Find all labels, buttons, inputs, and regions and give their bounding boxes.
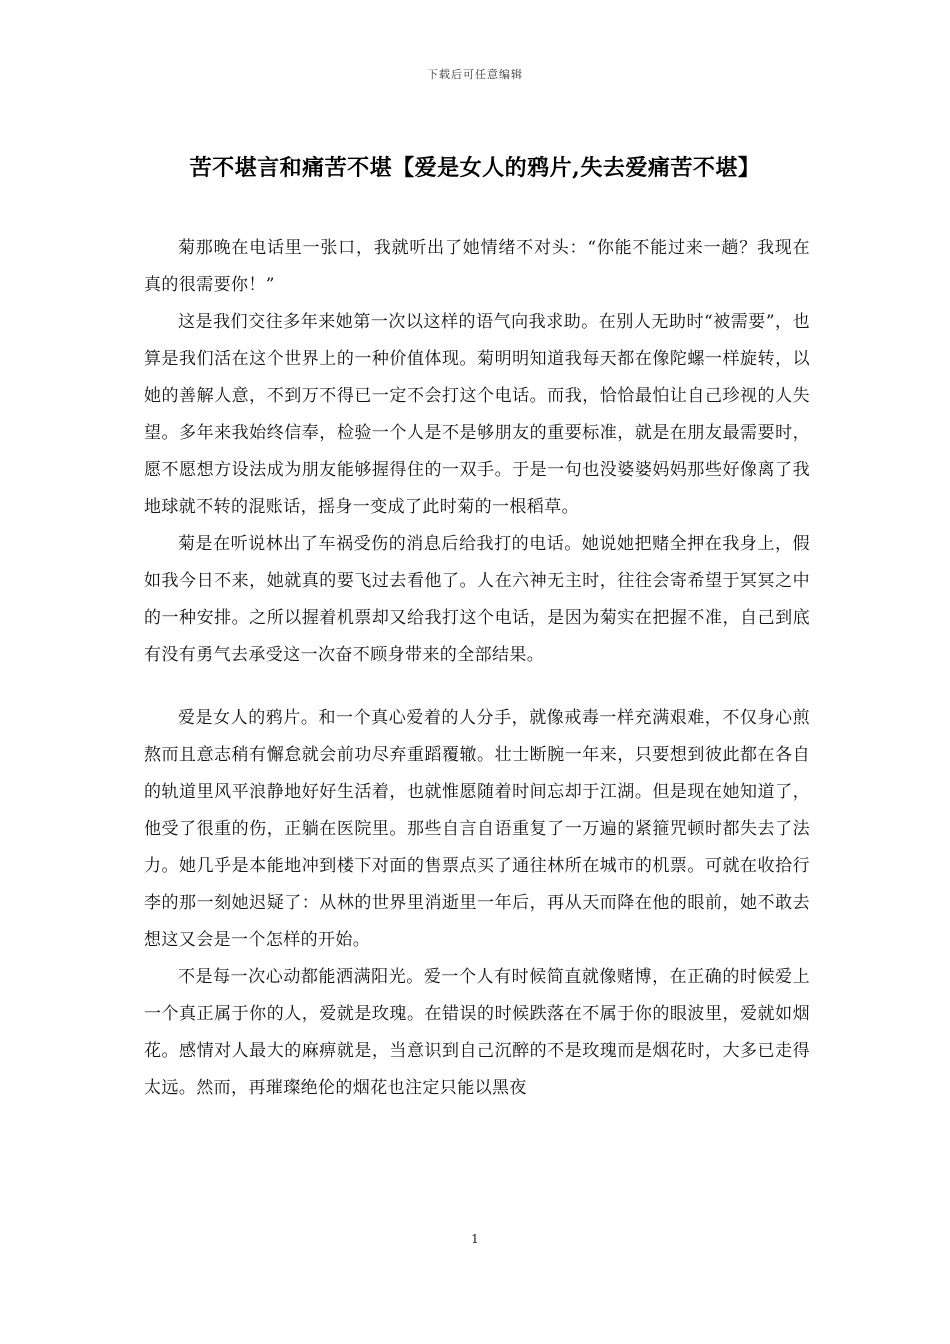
paragraph: 不是每一次心动都能洒满阳光。爱一个人有时候简直就像赌博，在正确的时候爱上一个真正属于你的人，爱就是玫瑰。在错误的时候跌落在不属于你的眼波里，爱就如烟花。感情对人最大的麻痹就是，当意识到自己沉醉的不是玫瑰而是烟花时，大多已走得太远。然而，再璀璨绝伦的烟花也注定只能以黑夜 [144, 967, 810, 1098]
paragraph: 菊那晚在电话里一张口，我就听出了她情绪不对头：“你能不能过来一趟？我现在真的很需要你！” [144, 238, 810, 295]
document-body [144, 230, 810, 1107]
paragraph: 菊是在听说林出了车祸受伤的消息后给我打的电话。她说她把赌全押在我身上，假如我今日不来，她就真的要飞过去看他了。人在六神无主时，往往会寄希望于冥冥之中的一种安排。之所以握着机票却又给我打这个电话，是因为菊实在把握不准，自己到底有没有勇气去承受这一次奋不顾身带来的全部结果。 [144, 534, 810, 665]
paragraph: 这是我们交往多年来她第一次以这样的语气向我求助。在别人无助时“被需要”，也算是我们活在这个世界上的一种价值体现。菊明明知道我每天都在像陀螺一样旋转，以她的善解人意，不到万不得已一定不会打这个电话。而我，恰恰最怕让自己珍视的人失望。多年来我始终信奉，检验一个人是不是够朋友的重要标准，就是在朋友最需要时，愿不愿想方设法成为朋友能够握得住的一双手。于是一句也没婆婆妈妈那些好像离了我地球就不转的混账话，摇身一变成了此时菊的一根稻草。 [144, 312, 810, 517]
paragraph: 爱是女人的鸦片。和一个真心爱着的人分手，就像戒毒一样充满艰难，不仅身心煎熬而且意志稍有懈怠就会前功尽弃重蹈覆辙。壮士断腕一年来，只要想到彼此都在各自的轨道里风平浪静地好好生活着，也就惟愿随着时间忘却于江湖。但是现在她知道了，他受了很重的伤，正躺在医院里。那些自言自语重复了一万遍的紧箍咒顿时都失去了法力。她几乎是本能地冲到楼下对面的售票点买了通往林所在城市的机票。可就在收拾行李的那一刻她迟疑了：从林的世界里消逝里一年后，再从天而降在他的眼前，她不敢去想这又会是一个怎样的开始。 [144, 708, 810, 950]
header-note: 下载后可任意编辑 [427, 68, 523, 81]
page-number: 1 [471, 1232, 479, 1246]
document-title: 苦不堪言和痛苦不堪【爱是女人的鸦片,失去爱痛苦不堪】 [189, 155, 761, 181]
